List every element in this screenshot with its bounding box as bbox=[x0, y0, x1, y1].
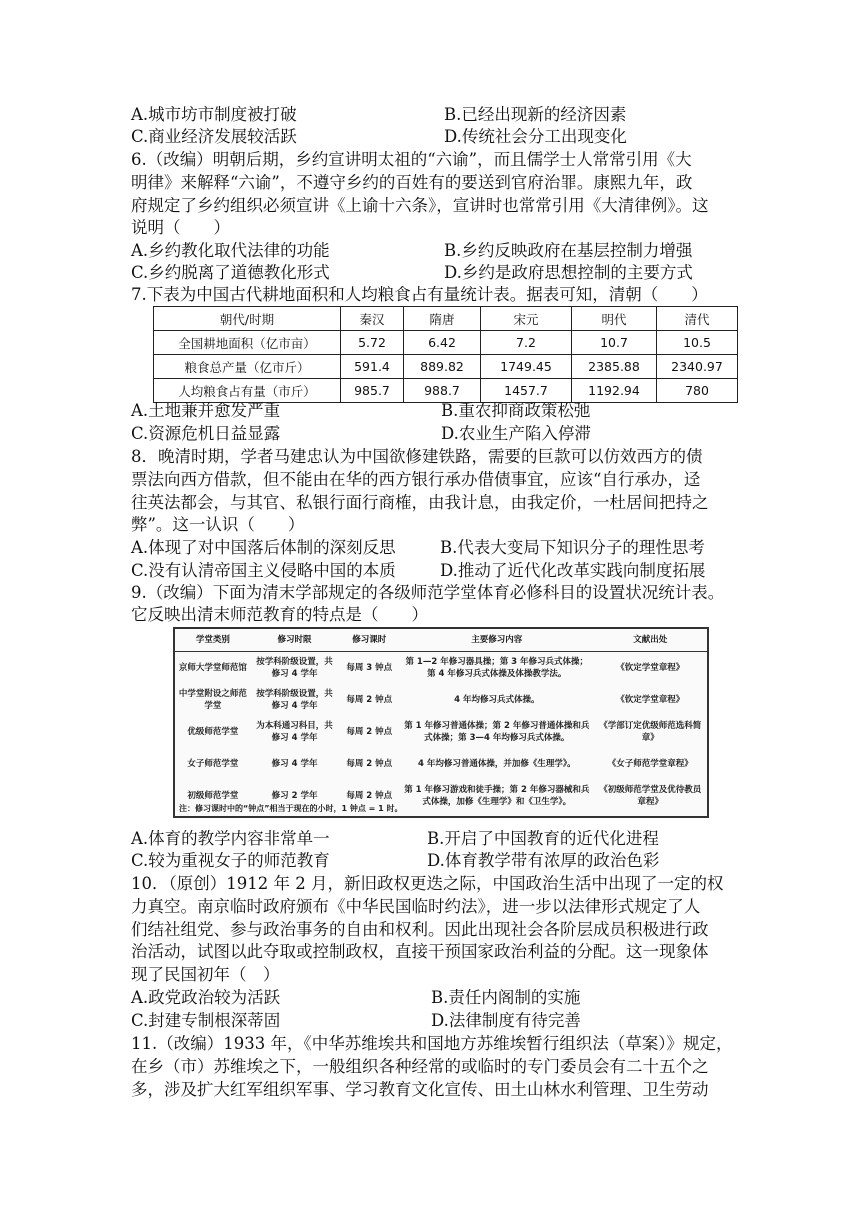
table-cell: 每周 2 钟点 bbox=[346, 695, 393, 705]
table-cell: 4 年均修习兵式体操。 bbox=[454, 695, 540, 705]
q9-table-image bbox=[173, 627, 709, 818]
q10-option-b: B.责任内阁制的实施 bbox=[431, 988, 581, 1007]
q10-stem-line: 10．（原创）1912 年 2 月，新旧政权更迭之际，中国政治生活中出现了一定的权 bbox=[131, 874, 724, 893]
table-header-cell: 清代 bbox=[657, 307, 738, 331]
q5-option-a: A.城市坊市制度被打破 bbox=[131, 105, 297, 124]
q8-option-a: A.体现了对中国落后体制的深刻反思 bbox=[131, 538, 396, 557]
q7-option-c: C.资源危机日益显露 bbox=[131, 424, 281, 443]
table-cell: 7.2 bbox=[481, 331, 572, 355]
table-cell: 每周 2 钟点 bbox=[346, 759, 393, 769]
q11-stem-line: 在乡（市）苏维埃之下，一般组织各种经常的或临时的专门委员会有二十五个之 bbox=[131, 1057, 709, 1076]
table-cell: 591.4 bbox=[341, 355, 404, 379]
table-cell: 780 bbox=[657, 379, 738, 403]
q6-option-a: A.乡约教化取代法律的功能 bbox=[131, 241, 330, 260]
q8-stem-line: 票法向西方借款，但不能由在华的西方银行承办借债事宜，应该“自行承办，迳 bbox=[131, 470, 701, 489]
table-cell: 2385.88 bbox=[572, 355, 657, 379]
table-cell: 优级师范学堂 bbox=[187, 727, 239, 737]
table-cell: 全国耕地面积（亿市亩） bbox=[154, 331, 341, 355]
q9-stem-line: 它反映出清末师范教育的特点是（ ） bbox=[131, 605, 428, 624]
table-cell: 修习 2 学年 bbox=[271, 791, 318, 801]
q10-option-d: D.法律制度有待完善 bbox=[431, 1011, 581, 1030]
table-header-cell: 隋唐 bbox=[404, 307, 481, 331]
table-row bbox=[154, 331, 738, 355]
q7-table bbox=[153, 306, 738, 403]
table-cell: 《学部订定优级师范选科简章》 bbox=[599, 721, 702, 743]
q6-stem-line: 说明（ ） bbox=[131, 218, 230, 237]
q6-option-d: D.乡约是政府思想控制的主要方式 bbox=[444, 263, 693, 282]
table-header-cell: 秦汉 bbox=[341, 307, 404, 331]
q9-option-d: D.体育教学带有浓厚的政治色彩 bbox=[427, 851, 660, 870]
q8-stem-line: 弊”。这一认识（ ） bbox=[131, 515, 305, 534]
q10-stem-line: 治活动，试图以此夺取或控制政权，直接干预国家政治利益的分配。这一现象体 bbox=[131, 942, 709, 961]
table-cell: 《钦定学堂章程》 bbox=[616, 695, 685, 705]
q11-stem-line: 多，涉及扩大红军组织军事、学习教育文化宣传、田土山林水利管理、卫生劳动 bbox=[131, 1080, 709, 1099]
table-cell: 人均粮食占有量（市斤） bbox=[154, 379, 341, 403]
table-cell: 京师大学堂师范馆 bbox=[178, 663, 247, 673]
q9-table bbox=[175, 629, 707, 812]
q8-stem-line: 往英法都会，与其官、私银行面行商榷，由我计息，由我定价，一杜居间把持之 bbox=[131, 493, 709, 512]
table-header-row bbox=[154, 307, 738, 331]
table-row bbox=[175, 716, 707, 748]
table-cell: 按学科阶级设置，共修习 4 学年 bbox=[256, 689, 333, 711]
q5-option-b: B.已经出现新的经济因素 bbox=[444, 105, 627, 124]
table-header-cell: 修习课时 bbox=[338, 629, 400, 652]
q8-option-d: D.推动了近代化改革实践向制度拓展 bbox=[440, 561, 706, 580]
q10-stem-line: 们结社组党、参与政治事务的自由和权利。因此出现社会各阶层成员积极进行政 bbox=[131, 920, 709, 939]
table-row bbox=[175, 748, 707, 780]
q9-option-a: A.体育的教学内容非常单一 bbox=[131, 829, 330, 848]
q6-option-b: B.乡约反映政府在基层控制力增强 bbox=[444, 241, 693, 260]
table-header-cell: 朝代/时期 bbox=[154, 307, 341, 331]
table-header-row bbox=[175, 629, 707, 652]
table-cell: 《初级师范学堂及优待教员章程》 bbox=[599, 785, 702, 807]
table-cell: 1749.45 bbox=[481, 355, 572, 379]
q8-option-c: C.没有认清帝国主义侵略中国的本质 bbox=[131, 561, 396, 580]
q9-stem-line: 9.（改编）下面为清末学部规定的各级师范学堂体育必修科目的设置状况统计表。 bbox=[131, 583, 725, 602]
table-cell: 初级师范学堂 bbox=[187, 791, 239, 801]
q10-stem-line: 现了民国初年（ ） bbox=[131, 965, 280, 984]
table-cell: 988.7 bbox=[404, 379, 481, 403]
table-cell: 1457.7 bbox=[481, 379, 572, 403]
table-cell: 为本科通习科目，共修习 4 学年 bbox=[256, 721, 333, 743]
table-cell: 修习 4 学年 bbox=[271, 759, 318, 769]
q9-option-c: C.较为重视女子的师范教育 bbox=[131, 851, 330, 870]
table-cell: 10.7 bbox=[572, 331, 657, 355]
q5-option-c: C.商业经济发展较活跃 bbox=[131, 127, 297, 146]
q10-option-c: C.封建专制根深蒂固 bbox=[131, 1011, 281, 1030]
q7-option-b: B.重农抑商政策松弛 bbox=[441, 401, 591, 420]
table-cell: 985.7 bbox=[341, 379, 404, 403]
table-cell: 每周 3 钟点 bbox=[346, 663, 393, 673]
table-cell: 1192.94 bbox=[572, 379, 657, 403]
table-cell: 每周 2 钟点 bbox=[346, 791, 393, 801]
table-row bbox=[154, 355, 738, 379]
table-header-cell: 学堂类别 bbox=[175, 629, 251, 652]
table-header-cell: 主要修习内容 bbox=[400, 629, 593, 652]
table-cell: 女子师范学堂 bbox=[187, 759, 239, 769]
q9-option-b: B.开启了中国教育的近代化进程 bbox=[427, 829, 659, 848]
table-row bbox=[154, 379, 738, 403]
table-cell: 中学堂附设之师范学堂 bbox=[178, 689, 247, 711]
q8-option-b: B.代表大变局下知识分子的理性思考 bbox=[440, 538, 705, 557]
table-row bbox=[175, 684, 707, 716]
q6-stem-line: 6.（改编）明朝后期，乡约宣讲明太祖的“六谕”，而且儒学士人常常引用《大 bbox=[131, 150, 692, 169]
q6-stem-line: 府规定了乡约组织必须宣讲《上谕十六条》，宣讲时也常常引用《大清律例》。这 bbox=[131, 196, 709, 215]
table-header-cell: 宋元 bbox=[481, 307, 572, 331]
table-cell: 第 1 年修习普通体操；第 2 年修习普通体操和兵式体操；第 3—4 年均修习兵式体操。 bbox=[404, 721, 590, 743]
q5-option-d: D.传统社会分工出现变化 bbox=[444, 127, 627, 146]
table-cell: 第 1 年修习游戏和徒手操；第 2 年修习器械和兵式体操，加修《生理学》和《卫生学》。 bbox=[404, 785, 590, 807]
table-header-cell: 明代 bbox=[572, 307, 657, 331]
table-cell: 889.82 bbox=[404, 355, 481, 379]
table-note: 注：修习课时中的“钟点”相当于现在的小时，1 钟点 = 1 时。 bbox=[179, 804, 403, 813]
q6-option-c: C.乡约脱离了道德教化形式 bbox=[131, 263, 330, 282]
q10-stem-line: 力真空。南京临时政府颁布《中华民国临时约法》，进一步以法律形式规定了人 bbox=[131, 897, 701, 916]
table-cell: 6.42 bbox=[404, 331, 481, 355]
q7-option-d: D.农业生产陷入停滞 bbox=[441, 424, 591, 443]
q11-stem-line: 11.（改编）1933 年，《中华苏维埃共和国地方苏维埃暂行组织法（草案）》规定， bbox=[131, 1034, 733, 1053]
q10-option-a: A.政党政治较为活跃 bbox=[131, 988, 281, 1007]
q7-option-a: A.土地兼并愈发严重 bbox=[131, 401, 281, 420]
q6-stem-line: 明律》来解释“六谕”，不遵守乡约的百姓有的要送到官府治罪。康熙九年，政 bbox=[131, 173, 693, 192]
table-row bbox=[175, 652, 707, 685]
table-cell: 4 年均修习普通体操，并加修《生理学》。 bbox=[417, 759, 576, 769]
q8-stem-line: 8．晚清时期，学者马建忠认为中国欲修建铁路，需要的巨款可以仿效西方的债 bbox=[131, 447, 703, 466]
table-cell: 每周 2 钟点 bbox=[346, 727, 393, 737]
table-cell: 5.72 bbox=[341, 331, 404, 355]
q7-stem: 7.下表为中国古代耕地面积和人均粮食占有量统计表。据表可知，清朝（ ） bbox=[131, 285, 708, 304]
table-header-cell: 文献出处 bbox=[593, 629, 707, 652]
table-cell: 《女子师范学堂章程》 bbox=[607, 759, 693, 769]
table-cell: 《钦定学堂章程》 bbox=[616, 663, 685, 673]
table-cell: 10.5 bbox=[657, 331, 738, 355]
table-cell: 2340.97 bbox=[657, 355, 738, 379]
table-cell: 按学科阶级设置，共修习 4 学年 bbox=[256, 657, 333, 679]
table-cell: 粮食总产量（亿市斤） bbox=[154, 355, 341, 379]
table-header-cell: 修习时限 bbox=[251, 629, 339, 652]
table-cell: 第 1—2 年修习器具操；第 3 年修习兵式体操；第 4 年修习兵式体操及体操教学法。 bbox=[405, 657, 589, 679]
